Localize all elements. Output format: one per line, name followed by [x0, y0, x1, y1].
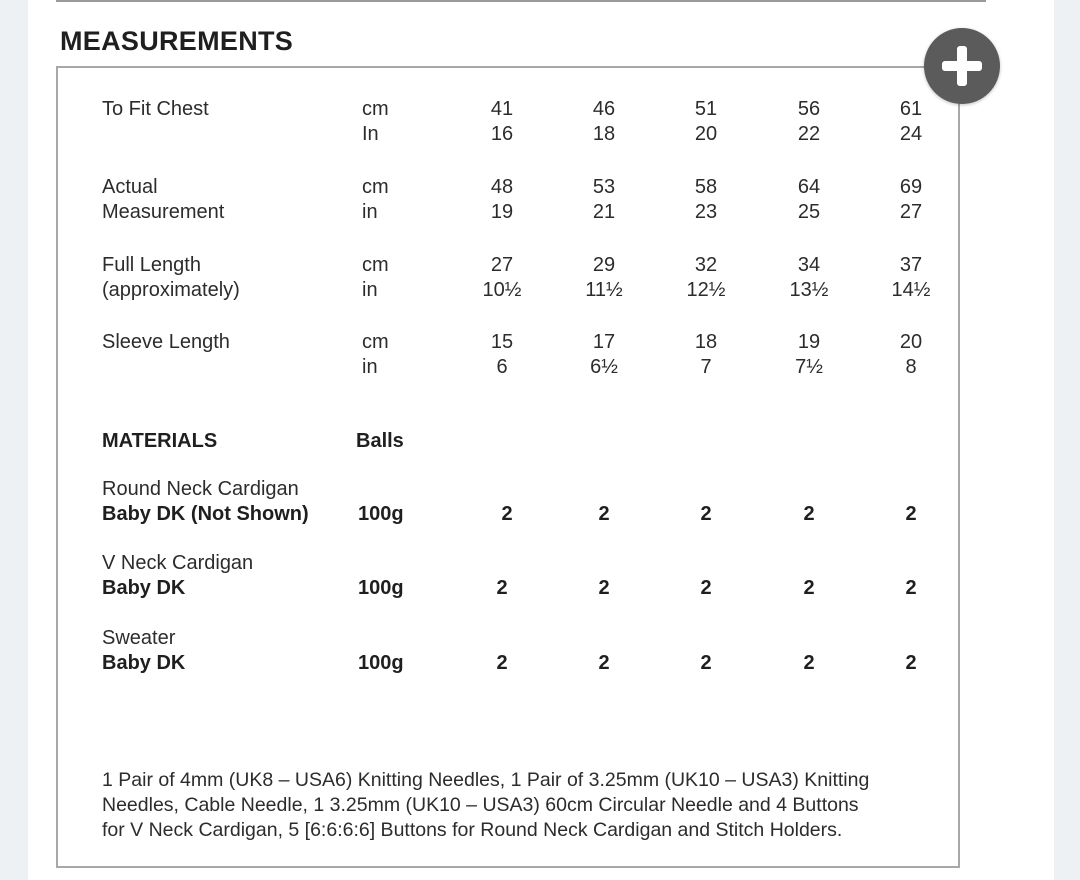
garment-name: V Neck Cardigan [102, 552, 254, 574]
ball-count: 2 [598, 652, 610, 674]
top-divider [56, 0, 986, 2]
ball-count: 2 [496, 652, 508, 674]
row-label: To Fit Chest [102, 98, 209, 120]
balls-heading: Balls [356, 430, 404, 452]
notes-line: for V Neck Cardigan, 5 [6:6:6:6] Buttons for Round Neck Cardigan and Stitch Holders. [102, 819, 843, 841]
size-value: 7½ [795, 356, 823, 378]
unit-label: cm [362, 331, 389, 353]
size-value: 61 [899, 98, 923, 120]
size-value: 11½ [585, 279, 623, 301]
size-value: 15 [490, 331, 514, 353]
ball-count: 2 [700, 577, 712, 599]
row-label: Measurement [102, 201, 225, 223]
yarn-name: Baby DK (Not Shown) [102, 503, 309, 525]
size-value: 24 [899, 123, 923, 145]
size-value: 19 [797, 331, 821, 353]
size-value: 13½ [789, 279, 829, 301]
unit-label: in [362, 356, 378, 378]
size-value: 25 [797, 201, 821, 223]
size-value: 6½ [590, 356, 618, 378]
size-value: 22 [797, 123, 821, 145]
plus-bar-vertical [957, 46, 967, 86]
unit-label: in [362, 279, 378, 301]
row-label: (approximately) [102, 279, 240, 301]
size-value: 46 [592, 98, 616, 120]
yarn-name: Baby DK [102, 652, 186, 674]
size-value: 58 [694, 176, 718, 198]
ball-count: 2 [501, 503, 513, 525]
ball-count: 2 [905, 503, 917, 525]
size-value: 64 [797, 176, 821, 198]
yarn-weight: 100g [358, 503, 404, 525]
ball-count: 2 [803, 577, 815, 599]
size-value: 8 [905, 356, 917, 378]
size-value: 19 [490, 201, 514, 223]
size-value: 51 [694, 98, 718, 120]
size-value: 27 [490, 254, 514, 276]
ball-count: 2 [803, 503, 815, 525]
size-value: 32 [694, 254, 718, 276]
garment-name: Sweater [102, 627, 176, 649]
ball-count: 2 [700, 652, 712, 674]
notes-line: 1 Pair of 4mm (UK8 – USA6) Knitting Needles, 1 Pair of 3.25mm (UK10 – USA3) Knitting [102, 769, 870, 791]
size-value: 23 [694, 201, 718, 223]
unit-label: cm [362, 254, 389, 276]
row-label: Actual [102, 176, 158, 198]
ball-count: 2 [700, 503, 712, 525]
size-value: 20 [899, 331, 923, 353]
size-value: 48 [490, 176, 514, 198]
ball-count: 2 [905, 652, 917, 674]
row-label: Full Length [102, 254, 201, 276]
size-value: 6 [496, 356, 508, 378]
row-label: Sleeve Length [102, 331, 230, 353]
size-value: 34 [797, 254, 821, 276]
size-value: 10½ [482, 279, 522, 301]
page-title: MEASUREMENTS [60, 26, 294, 56]
yarn-weight: 100g [358, 652, 404, 674]
ball-count: 2 [598, 577, 610, 599]
size-value: 16 [490, 123, 514, 145]
size-value: 69 [899, 176, 923, 198]
ball-count: 2 [496, 577, 508, 599]
unit-label: in [362, 201, 378, 223]
size-value: 17 [592, 331, 616, 353]
garment-name: Round Neck Cardigan [102, 478, 299, 500]
size-value: 29 [592, 254, 616, 276]
size-value: 53 [592, 176, 616, 198]
yarn-name: Baby DK [102, 577, 186, 599]
size-value: 12½ [686, 279, 726, 301]
yarn-weight: 100g [358, 577, 404, 599]
size-value: 18 [694, 331, 718, 353]
size-value: 20 [694, 123, 718, 145]
plus-circle-icon[interactable] [924, 28, 1000, 104]
needles-notes [102, 768, 982, 843]
ball-count: 2 [598, 503, 610, 525]
notes-line: Needles, Cable Needle, 1 3.25mm (UK10 – USA3) 60cm Circular Needle and 4 Buttons [102, 794, 859, 816]
size-value: 7 [700, 356, 712, 378]
materials-heading: MATERIALS [102, 430, 218, 452]
size-value: 27 [899, 201, 923, 223]
ball-count: 2 [803, 652, 815, 674]
size-value: 14½ [891, 279, 931, 301]
unit-label: In [362, 123, 379, 145]
size-value: 41 [490, 98, 514, 120]
size-value: 37 [899, 254, 923, 276]
size-value: 56 [797, 98, 821, 120]
size-value: 21 [592, 201, 616, 223]
unit-label: cm [362, 176, 389, 198]
unit-label: cm [362, 98, 389, 120]
ball-count: 2 [905, 577, 917, 599]
size-value: 18 [592, 123, 616, 145]
